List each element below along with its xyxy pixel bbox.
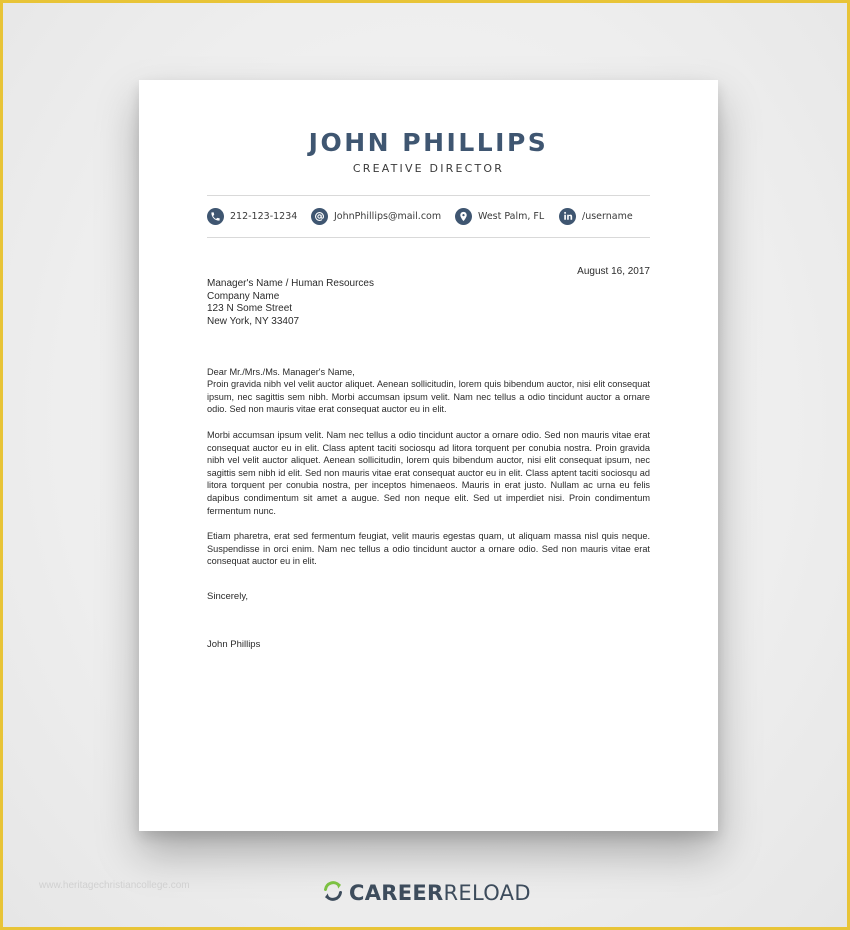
- salutation: Dear Mr./Mrs./Ms. Manager's Name,: [207, 367, 355, 377]
- body-paragraph: Proin gravida nibh vel velit auctor aliquet. Aenean sollicitudin, lorem quis bibendum auctor, nisi elit consequat ipsum, nec sagittis sem nibh. Morbi accumsan ipsum velit. Nam nec tellus a odio tincidunt auctor a ornare odio. Sed non mauris vitae erat consequat auctor eu in elit.: [207, 379, 650, 415]
- contact-linkedin: [559, 207, 633, 225]
- applicant-name: JOHN PHILLIPS: [308, 128, 549, 157]
- contact-linkedin-text: /username: [582, 210, 633, 222]
- cover-letter-page: [139, 80, 718, 831]
- closing: Sincerely,: [207, 591, 249, 602]
- recipient-line: 123 N Some Street: [207, 303, 293, 315]
- watermark-text: www.heritagechristiancollege.com: [39, 880, 190, 891]
- recipient-line: New York, NY 33407: [207, 315, 300, 327]
- linkedin-icon: [559, 208, 576, 225]
- contact-email: [311, 207, 441, 225]
- at-sign-icon: [311, 208, 328, 225]
- recipient-line: Manager's Name / Human Resources: [207, 278, 374, 289]
- header-divider-bottom: [207, 237, 650, 238]
- brand-name-career: CAREER: [349, 881, 444, 905]
- contact-phone-text: 212-123-1234: [230, 210, 298, 222]
- contact-email-text: JohnPhillips@mail.com: [334, 210, 442, 222]
- contact-location-text: West Palm, FL: [478, 210, 545, 222]
- contact-phone: [207, 207, 297, 225]
- refresh-arrows-icon: [321, 879, 345, 908]
- location-pin-icon: [455, 208, 472, 225]
- recipient-address: [207, 278, 374, 328]
- body-paragraph: Etiam pharetra, erat sed fermentum feugiat, velit mauris egestas quam, ut aliquam massa nisl quis neque. Suspendisse in orci enim. Nam nec tellus a odio tincidunt auctor a ornare odio. Sed non mauris vitae erat consequat auctor eu in elit.: [207, 531, 650, 567]
- contact-location: [455, 207, 544, 225]
- brand-logo: [321, 879, 531, 907]
- signature-name: John Phillips: [207, 639, 261, 650]
- recipient-line: Company Name: [207, 290, 280, 302]
- phone-icon: [207, 208, 224, 225]
- letter-date: August 16, 2017: [577, 266, 650, 277]
- contact-bar: [207, 207, 650, 227]
- header-divider-top: [207, 195, 650, 196]
- body-paragraph: Morbi accumsan ipsum velit. Nam nec tellus a odio tincidunt auctor a ornare odio. Sed non mauris vitae erat consequat auctor eu in elit. Class aptent taciti sociosqu ad litora torquent per conubia nostra. Proin gravida nibh vel velit auctor aliquet. Aenean sollicitudin, lorem quis bibendum auctor, nisi elit consequat ipsum, nec sagittis sem nibh id elit. Sed non mauris vitae erat consequat auctor eu in elit. Class aptent taciti sociosqu ad litora torquent per conubia nostra, per inceptos himenaeos. Mauris in erat justo. Nullam ac urna eu felis dapibus condimentum sit amet a augue. Sed non neque elit. Sed ut imperdiet nisi. Proin condimentum fermentum nunc.: [207, 430, 650, 516]
- brand-name-reload: RELOAD: [443, 881, 531, 905]
- applicant-title: CREATIVE DIRECTOR: [352, 162, 505, 175]
